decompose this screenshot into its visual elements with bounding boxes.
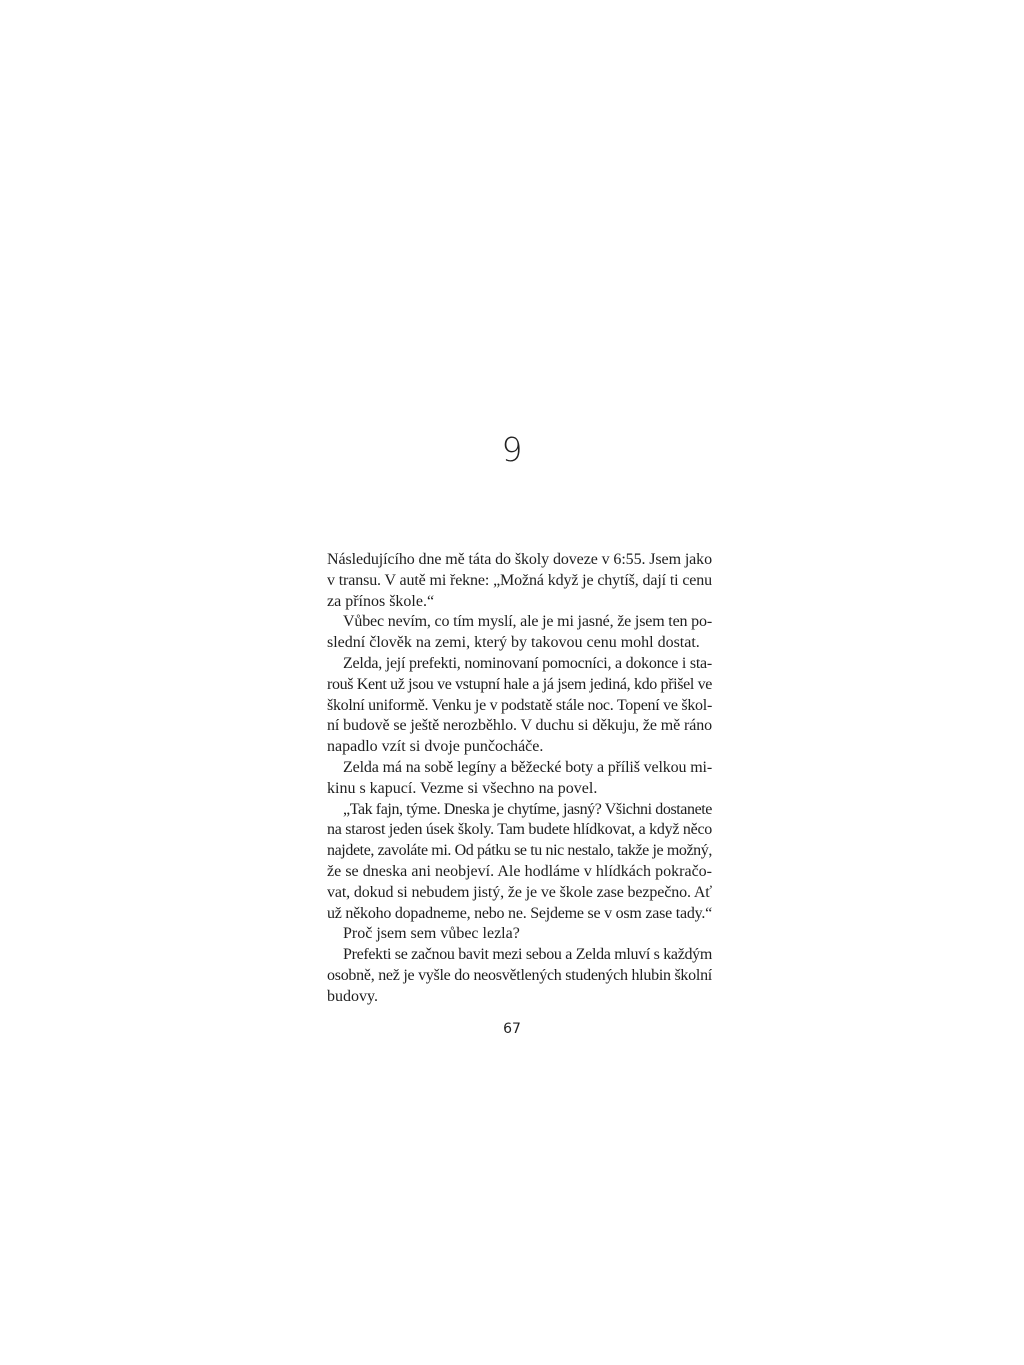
text-line: už někoho dopadneme, nebo ne. Sejdeme se v osm zase tady.“: [327, 904, 712, 922]
text-line: Prefekti se začnou bavit mezi sebou a Zelda mluví s každým: [343, 946, 712, 964]
text-line: školní uniformě. Venku je v podstatě stále noc. Topení ve škol-: [327, 696, 712, 714]
text-line: Proč jsem sem vůbec lezla?: [343, 925, 520, 943]
text-line: osobně, než je vyšle do neosvětlených studených hlubin školní: [327, 966, 712, 984]
text-line: Následujícího dne mě táta do školy doveze v 6:55. Jsem jako: [327, 551, 712, 568]
text-line: v transu. V autě mi řekne: „Možná když je chytíš, dají ti cenu: [327, 571, 713, 589]
text-line: slední člověk na zemi, který by takovou cenu mohl dostat.: [327, 634, 700, 652]
text-line: Vůbec nevím, co tím myslí, ale je mi jasné, že jsem ten po-: [343, 613, 712, 631]
text-line: budovy.: [327, 987, 378, 1005]
text-line: rouš Kent už jsou ve vstupní hale a já jsem jediná, kdo přišel ve: [327, 675, 713, 693]
text-line: kinu s kapucí. Vezme si všechno na povel.: [327, 779, 598, 797]
page-number: 67: [503, 1021, 521, 1037]
text-line: ní budově se ještě nerozběhlo. V duchu si děkuju, že mě ráno: [327, 717, 712, 735]
chapter-number: 9: [501, 430, 523, 469]
text-line: na starost jeden úsek školy. Tam budete hlídkovat, a když něco: [327, 821, 713, 839]
text-line: že se dneska ani neobjeví. Ale hodláme v hlídkách pokračo-: [327, 862, 712, 880]
text-line: napadlo vzít si dvoje punčocháče.: [327, 738, 544, 756]
chapter-body-text: [327, 550, 712, 1008]
text-line: Zelda, její prefekti, nominovaní pomocníci, a dokonce i sta-: [343, 654, 712, 672]
text-line: „Tak fajn, týme. Dneska je chytíme, jasný? Všichni dostanete: [343, 800, 712, 818]
text-line: vat, dokud si nebudem jistý, že je ve škole zase bezpečno. Ať: [327, 883, 712, 901]
text-line: za přínos škole.“: [327, 592, 435, 610]
text-line: najdete, zavoláte mi. Od pátku se tu nic nestalo, takže je možný,: [327, 842, 712, 860]
text-line: Zelda má na sobě legíny a běžecké boty a příliš velkou mi-: [343, 758, 713, 776]
